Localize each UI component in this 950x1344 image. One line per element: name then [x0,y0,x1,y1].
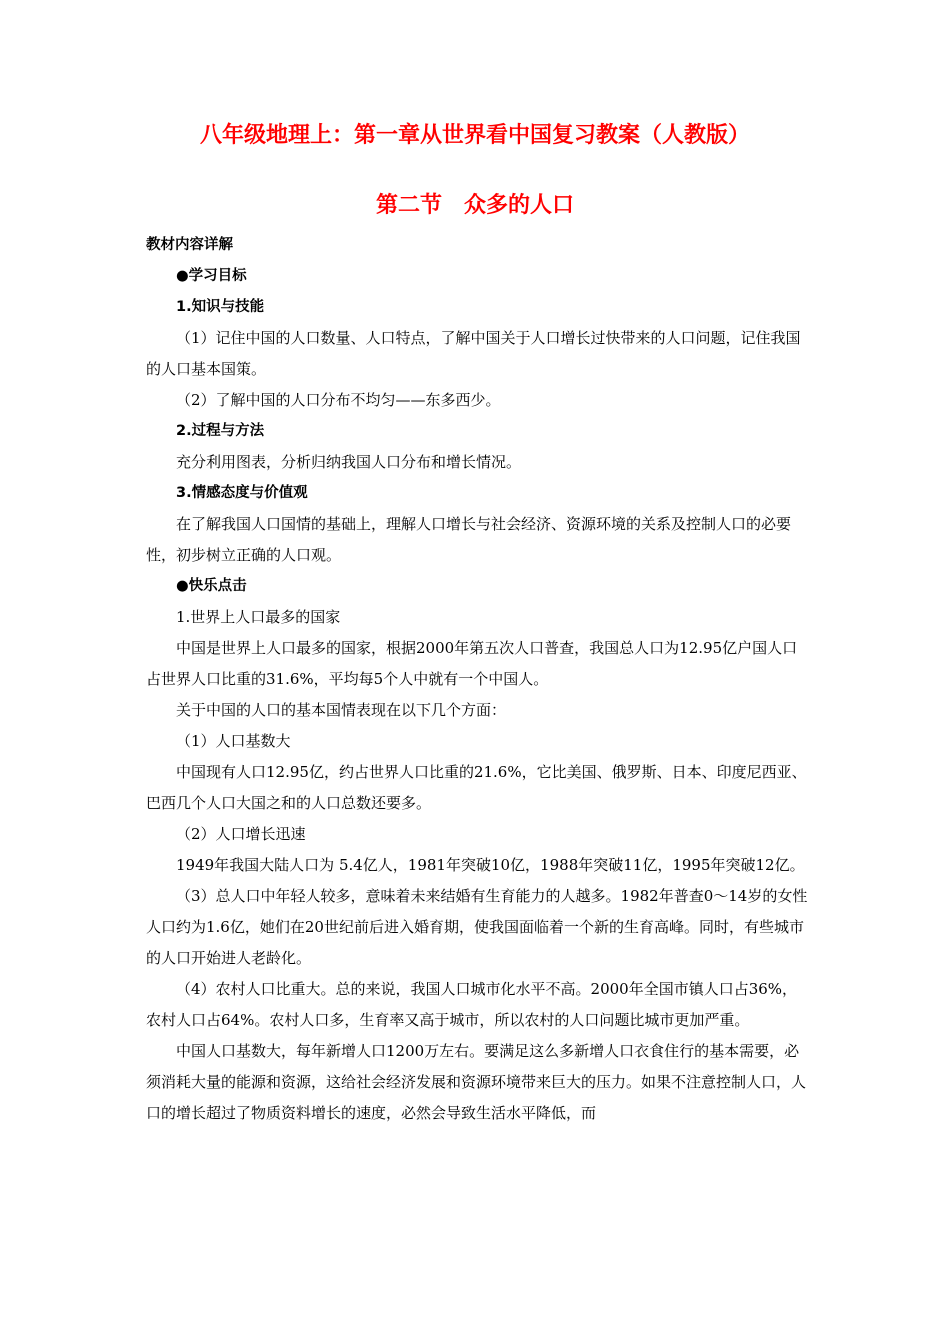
main-section-label: 教材内容详解 [146,237,233,253]
point1-paragraph-2: 关于中国的人口的基本国情表现在以下几个方面： [176,701,507,719]
closing-paragraph: 中国人口基数大，每年新增人口1200万左右。要满足这么多新增人口衣食住行的基本需要，必须消耗大量的能源和资源，这给社会经济发展和资源环境带来巨大的压力。如果不注意控制人口，人口的增长超过了物质资料增长的速度，必然会导致生活水平降低，而 [146,1042,807,1122]
item4-paragraph: （4）农村人口比重大。总的来说，我国人口城市化水平不高。2000年全国市镇人口占36%，农村人口占64%。农村人口多，生育率又高于城市，所以农村的人口问题比城市更加严重。 [146,980,798,1029]
goal1-heading: 1.知识与技能 [176,299,265,315]
point1-paragraph-1: 中国是世界上人口最多的国家，根据2000年第五次人口普查，我国总人口为12.95亿户国人口占世界人口比重的31.6%，平均每5个人中就有一个中国人。 [146,639,798,688]
goal3-heading: 3.情感态度与价值观 [176,485,308,501]
item1-paragraph: 中国现有人口12.95亿，约占世界人口比重的21.6%，它比美国、俄罗斯、日本、印度尼西亚、巴西几个人口大国之和的人口总数还要多。 [146,763,807,812]
document-body [146,230,810,1129]
item2-paragraph: 1949年我国大陆人口为 5.4亿人，1981年突破10亿，1988年突破11亿，1995年突破12亿。 [176,856,805,874]
goal1-paragraph-2: （2）了解中国的人口分布不均匀——东多西少。 [176,391,501,409]
section-title: 第二节 众多的人口 [375,193,574,218]
item3-paragraph: （3）总人口中年轻人较多，意味着未来结婚有生育能力的人越多。1982年普查0～14岁的女性人口约为1.6亿，她们在20世纪前后进入婚育期，使我国面临着一个新的生育高峰。同时，有些城市的人口开始进人老龄化。 [146,887,808,967]
goal2-paragraph: 充分利用图表，分析归纳我国人口分布和增长情况。 [176,453,522,471]
goals-heading: ●学习目标 [176,268,247,284]
goal3-paragraph: 在了解我国人口国情的基础上，理解人口增长与社会经济、资源环境的关系及控制人口的必要性，初步树立正确的人口观。 [146,515,792,564]
item1-heading: （1）人口基数大 [176,732,291,750]
goal1-paragraph-1: （1）记住中国的人口数量、人口特点，了解中国关于人口增长过快带来的人口问题，记住我国的人口基本国策。 [146,329,801,378]
document-title: 八年级地理上：第一章从世界看中国复习教案（人教版） [199,123,750,148]
point1-heading: 1.世界上人口最多的国家 [176,608,341,626]
points-heading: ●快乐点击 [176,578,247,594]
goal2-heading: 2.过程与方法 [176,423,265,439]
item2-heading: （2）人口增长迅速 [176,825,306,843]
